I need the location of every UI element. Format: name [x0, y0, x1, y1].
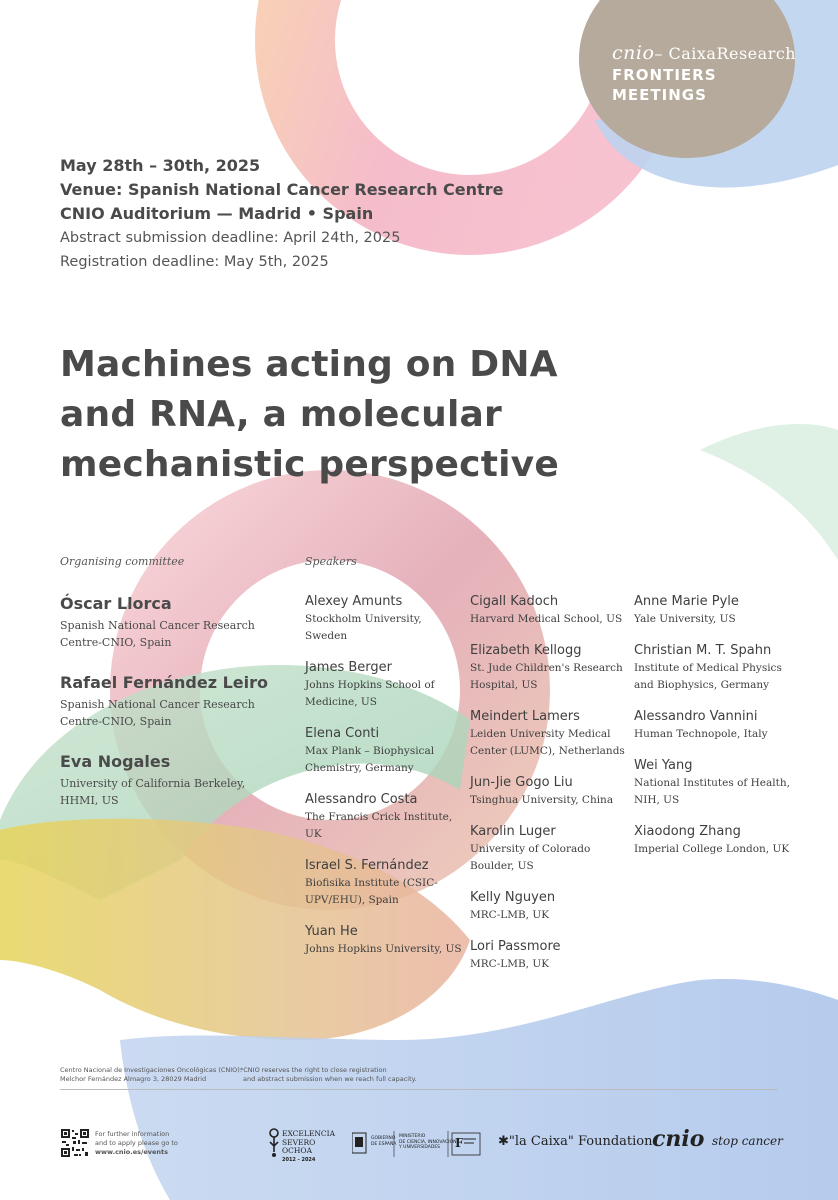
organiser-affiliation: Spanish National Cancer Research Centre-CNIO, Spain — [60, 698, 255, 728]
speaker-name: Kelly Nguyen — [470, 890, 556, 905]
gobierno-logo — [352, 1131, 482, 1161]
speakers-label: Speakers — [305, 555, 357, 568]
speaker-name: Jun-Jie Gogo Liu — [470, 775, 573, 790]
speaker-affiliation: Biofisika Institute (CSIC-UPV/EHU), Spain — [305, 877, 438, 906]
speaker-name: Alexey Amunts — [305, 594, 403, 609]
speaker-name: Cigall Kadoch — [470, 594, 559, 609]
speaker — [305, 594, 465, 645]
address-line-2: Melchor Fernández Almagro 3, 28029 Madrid — [60, 1075, 207, 1083]
speaker — [470, 594, 635, 628]
speaker — [634, 594, 804, 628]
footer-info — [95, 1130, 178, 1157]
organiser — [60, 594, 280, 651]
speakers-column-1 — [305, 594, 465, 973]
speaker — [305, 726, 465, 777]
speaker — [634, 709, 804, 743]
speaker — [305, 858, 465, 909]
speaker-name: Elena Conti — [305, 726, 380, 741]
organiser-affiliation: Spanish National Cancer Research Centre-CNIO, Spain — [60, 619, 255, 649]
speaker-affiliation: National Institutes of Health, NIH, US — [634, 777, 790, 806]
gobierno-line-2: DE ESPAÑA — [371, 1141, 397, 1147]
event-location: CNIO Auditorium — Madrid • Spain — [60, 204, 374, 223]
severo-line-3: OCHOA — [282, 1146, 312, 1155]
events-link[interactable]: www.cnio.es/events — [95, 1148, 169, 1156]
speaker-name: Christian M. T. Spahn — [634, 643, 772, 658]
event-info — [60, 154, 503, 274]
speaker-affiliation: Imperial College London, UK — [634, 843, 790, 855]
speaker-name: Alessandro Vannini — [634, 709, 758, 724]
severo-line-2: SEVERO — [282, 1137, 316, 1147]
speaker — [470, 939, 635, 973]
note-line-1: *CNIO reserves the right to close registration — [240, 1066, 387, 1074]
speaker-affiliation: Tsinghua University, China — [470, 794, 614, 806]
severo-ochoa-icon — [268, 1128, 280, 1158]
organiser-affiliation: University of California Berkeley, HHMI, US — [60, 777, 246, 807]
speaker-name: Yuan He — [305, 924, 358, 939]
speaker — [305, 660, 465, 711]
severo-ochoa-logo — [268, 1128, 336, 1163]
severo-line-4: 2012 - 2024 — [282, 1156, 316, 1163]
logo-brand-suffix: – CaixaResearch — [654, 44, 797, 63]
organising-committee — [60, 555, 280, 831]
speaker — [470, 709, 635, 760]
footer-note — [240, 1066, 417, 1084]
speaker-affiliation: The Francis Crick Institute, UK — [305, 811, 453, 840]
speaker — [470, 775, 635, 809]
speaker-name: Alessandro Costa — [305, 792, 418, 807]
la-caixa-text: "la Caixa" Foundation — [508, 1134, 653, 1149]
speaker-name: Wei Yang — [634, 758, 693, 773]
speaker-affiliation: MRC-LMB, UK — [470, 958, 550, 970]
abstract-deadline: Abstract submission deadline: April 24th, 2025 — [60, 230, 401, 246]
speaker-name: Elizabeth Kellogg — [470, 643, 582, 658]
speaker-name: Israel S. Fernández — [305, 858, 429, 873]
organiser-name: Rafael Fernández Leiro — [60, 673, 268, 692]
gobierno-line-1: GOBIERNO — [371, 1136, 396, 1141]
star-icon: ✱ — [498, 1134, 509, 1149]
speaker — [634, 758, 804, 809]
speaker-name: Anne Marie Pyle — [634, 594, 739, 609]
info-line-1: For further information — [95, 1130, 170, 1138]
logo-brand: cnio — [612, 42, 655, 64]
speaker-affiliation: Johns Hopkins School of Medicine, US — [305, 679, 435, 708]
organiser-name: Óscar Llorca — [60, 594, 172, 613]
svg-text:F: F — [455, 1136, 464, 1150]
severo-line-1: EXCELENCIA — [282, 1129, 336, 1138]
meeting-title: Machines acting on DNA and RNA, a molecular mechanistic perspective — [60, 344, 559, 485]
speaker — [634, 824, 804, 858]
footer-address — [60, 1066, 242, 1084]
stop-cancer-text: stop cancer — [712, 1134, 783, 1148]
organiser — [60, 673, 280, 730]
logo-frontiers: FRONTIERS — [612, 66, 717, 84]
event-venue: Venue: Spanish National Cancer Research Centre — [60, 180, 504, 199]
speaker-name: Xiaodong Zhang — [634, 824, 741, 839]
organiser — [60, 752, 280, 809]
speaker — [305, 924, 465, 958]
speaker-name: Karolin Luger — [470, 824, 556, 839]
speaker-affiliation: Harvard Medical School, US — [470, 613, 623, 625]
speaker-name: Lori Passmore — [470, 939, 561, 954]
speaker-name: Meindert Lamers — [470, 709, 580, 724]
la-caixa-foundation-logo — [498, 1134, 653, 1149]
registration-deadline: Registration deadline: May 5th, 2025 — [60, 254, 329, 270]
speaker-affiliation: Johns Hopkins University, US — [305, 943, 462, 955]
speaker — [470, 824, 635, 875]
speaker — [470, 890, 635, 924]
speaker-affiliation: MRC-LMB, UK — [470, 909, 550, 921]
frontiers-logo — [612, 42, 796, 104]
speaker-affiliation: Leiden University Medical Center (LUMC), Netherlands — [470, 728, 625, 757]
note-line-2: and abstract submission when we reach full capacity. — [243, 1075, 417, 1083]
ministerio-line-1: MINISTERIO — [399, 1134, 426, 1139]
speaker — [634, 643, 804, 694]
speaker-affiliation: St. Jude Children's Research Hospital, US — [470, 662, 623, 691]
speaker-affiliation: Human Technopole, Italy — [634, 728, 768, 740]
speaker — [305, 792, 465, 843]
speakers-column-2 — [470, 594, 635, 988]
event-dates: May 28th – 30th, 2025 — [60, 156, 261, 175]
speaker-affiliation: Stockholm University, Sweden — [305, 613, 422, 642]
speaker-affiliation: Max Plank – Biophysical Chemistry, Germany — [305, 745, 435, 774]
ministerio-line-2: DE CIENCIA, INNOVACIÓN — [399, 1139, 457, 1145]
qr-code-icon[interactable] — [60, 1128, 90, 1158]
logo-meetings: MEETINGS — [612, 86, 707, 104]
speaker-name: James Berger — [305, 660, 392, 675]
speaker — [470, 643, 635, 694]
organising-label: Organising committee — [60, 555, 185, 568]
speaker-affiliation: Yale University, US — [634, 613, 736, 625]
footer-divider — [60, 1089, 778, 1090]
speakers-column-3 — [634, 594, 804, 873]
ministerio-line-3: Y UNIVERSIDADES — [399, 1145, 441, 1150]
cnio-footer-logo: cnio — [652, 1126, 705, 1152]
organiser-name: Eva Nogales — [60, 752, 171, 771]
address-line-1: Centro Nacional de Investigaciones Oncológicas (CNIO). — [60, 1066, 242, 1074]
speaker-affiliation: Institute of Medical Physics and Biophysics, Germany — [634, 662, 782, 691]
speaker-affiliation: University of Colorado Boulder, US — [470, 843, 591, 872]
info-line-2: and to apply please go to — [95, 1139, 178, 1147]
green-edge-right — [700, 424, 838, 560]
